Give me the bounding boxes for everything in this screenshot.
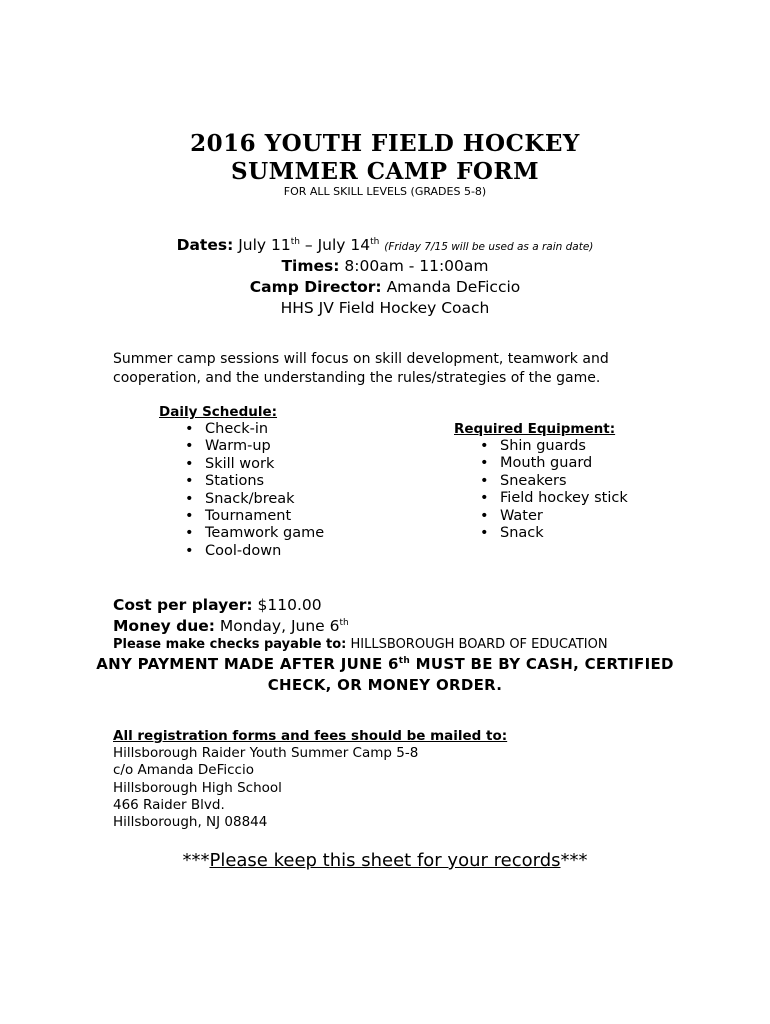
cost-value: $110.00: [257, 596, 322, 614]
address-line: Hillsborough, NJ 08844: [113, 814, 268, 831]
times-value: 8:00am - 11:00am: [344, 257, 489, 275]
dates-end-sup: th: [370, 236, 380, 247]
list-item: • Field hockey stick: [480, 490, 628, 507]
bullet-icon: •: [185, 421, 194, 437]
list-item: • Shin guards: [480, 438, 586, 454]
equipment-list: [480, 438, 628, 542]
list-item: • Skill work: [185, 455, 275, 472]
director-line: [0, 277, 770, 298]
due-label: Money due:: [113, 617, 215, 635]
address-line: Hillsborough Raider Youth Summer Camp 5-8: [113, 745, 419, 761]
bullet-icon: •: [185, 525, 194, 542]
times-line: [0, 256, 770, 277]
bullet-icon: •: [185, 508, 194, 525]
bullet-icon: •: [480, 490, 489, 507]
payable-value: HILLSBOROUGH BOARD OF EDUCATION: [350, 637, 608, 652]
director-role: HHS JV Field Hockey Coach: [280, 299, 490, 317]
records-text: Please keep this sheet for your records: [209, 850, 561, 871]
list-item: • Stations: [185, 473, 265, 490]
list-item: • Snack: [480, 525, 544, 542]
list-item: • Mouth guard: [480, 455, 593, 472]
payment-warning-line-2: CHECK, OR MONEY ORDER.: [267, 676, 503, 694]
due-value: Monday, June 6: [219, 617, 340, 635]
rain-date-note: (Friday 7/15 will be used as a rain date): [384, 241, 594, 253]
address-line: Hillsborough High School: [113, 779, 282, 796]
mailing-heading: All registration forms and fees should be mailed to:: [113, 728, 508, 744]
bullet-icon: •: [480, 455, 489, 472]
director-value: Amanda DeFiccio: [386, 278, 521, 296]
list-item: • Cool-down: [185, 542, 282, 559]
records-note: ***Please keep this sheet for your records***: [182, 850, 588, 871]
schedule-list: [185, 421, 324, 560]
bullet-icon: •: [185, 438, 194, 455]
cost-label: Cost per player:: [113, 596, 253, 614]
description: Summer camp sessions will focus on skill development, teamwork and cooperation, and the understanding the rules/strategies of the game.: [113, 351, 609, 386]
bullet-icon: •: [185, 473, 194, 490]
schedule-heading: Daily Schedule:: [159, 404, 278, 420]
address-line: c/o Amanda DeFiccio: [113, 762, 254, 779]
bullet-icon: •: [480, 507, 489, 524]
payable-line: [113, 636, 608, 654]
dates-line: [0, 235, 770, 258]
payable-label: Please make checks payable to:: [113, 637, 347, 652]
bullet-icon: •: [185, 542, 194, 559]
list-item: • Water: [480, 507, 543, 524]
dates-start: July 11: [238, 236, 291, 254]
list-item: • Teamwork game: [185, 525, 325, 542]
bullet-icon: •: [480, 472, 489, 489]
dates-start-sup: th: [290, 236, 300, 247]
payment-warning-line-1: ANY PAYMENT MADE AFTER JUNE 6th MUST BE BY CASH, CERTIFIED: [96, 655, 674, 673]
title-line-1: 2016 YOUTH FIELD HOCKEY: [190, 130, 580, 157]
title-line-2: SUMMER CAMP FORM: [230, 158, 540, 185]
times-label: Times:: [281, 257, 340, 275]
warning-sup: th: [398, 656, 411, 666]
list-item: • Warm-up: [185, 438, 271, 455]
bullet-icon: •: [480, 525, 489, 542]
mailing-address: [113, 745, 418, 831]
list-item: • Sneakers: [480, 472, 567, 489]
cost-line: [113, 595, 322, 616]
bullet-icon: •: [185, 455, 194, 472]
list-item: • Tournament: [185, 508, 292, 525]
dates-label: Dates:: [176, 236, 234, 254]
director-label: Camp Director:: [249, 278, 382, 296]
due-sup: th: [339, 617, 349, 628]
dates-end: – July 14: [299, 236, 371, 254]
equipment-heading: Required Equipment:: [454, 421, 616, 437]
list-item: • Snack/break: [185, 490, 295, 507]
due-line: [113, 616, 349, 637]
bullet-icon: •: [185, 490, 194, 507]
address-line: 466 Raider Blvd.: [113, 796, 225, 813]
bullet-icon: •: [480, 438, 489, 454]
subtitle: FOR ALL SKILL LEVELS (GRADES 5-8): [283, 185, 487, 198]
list-item: • Check-in: [185, 421, 269, 437]
